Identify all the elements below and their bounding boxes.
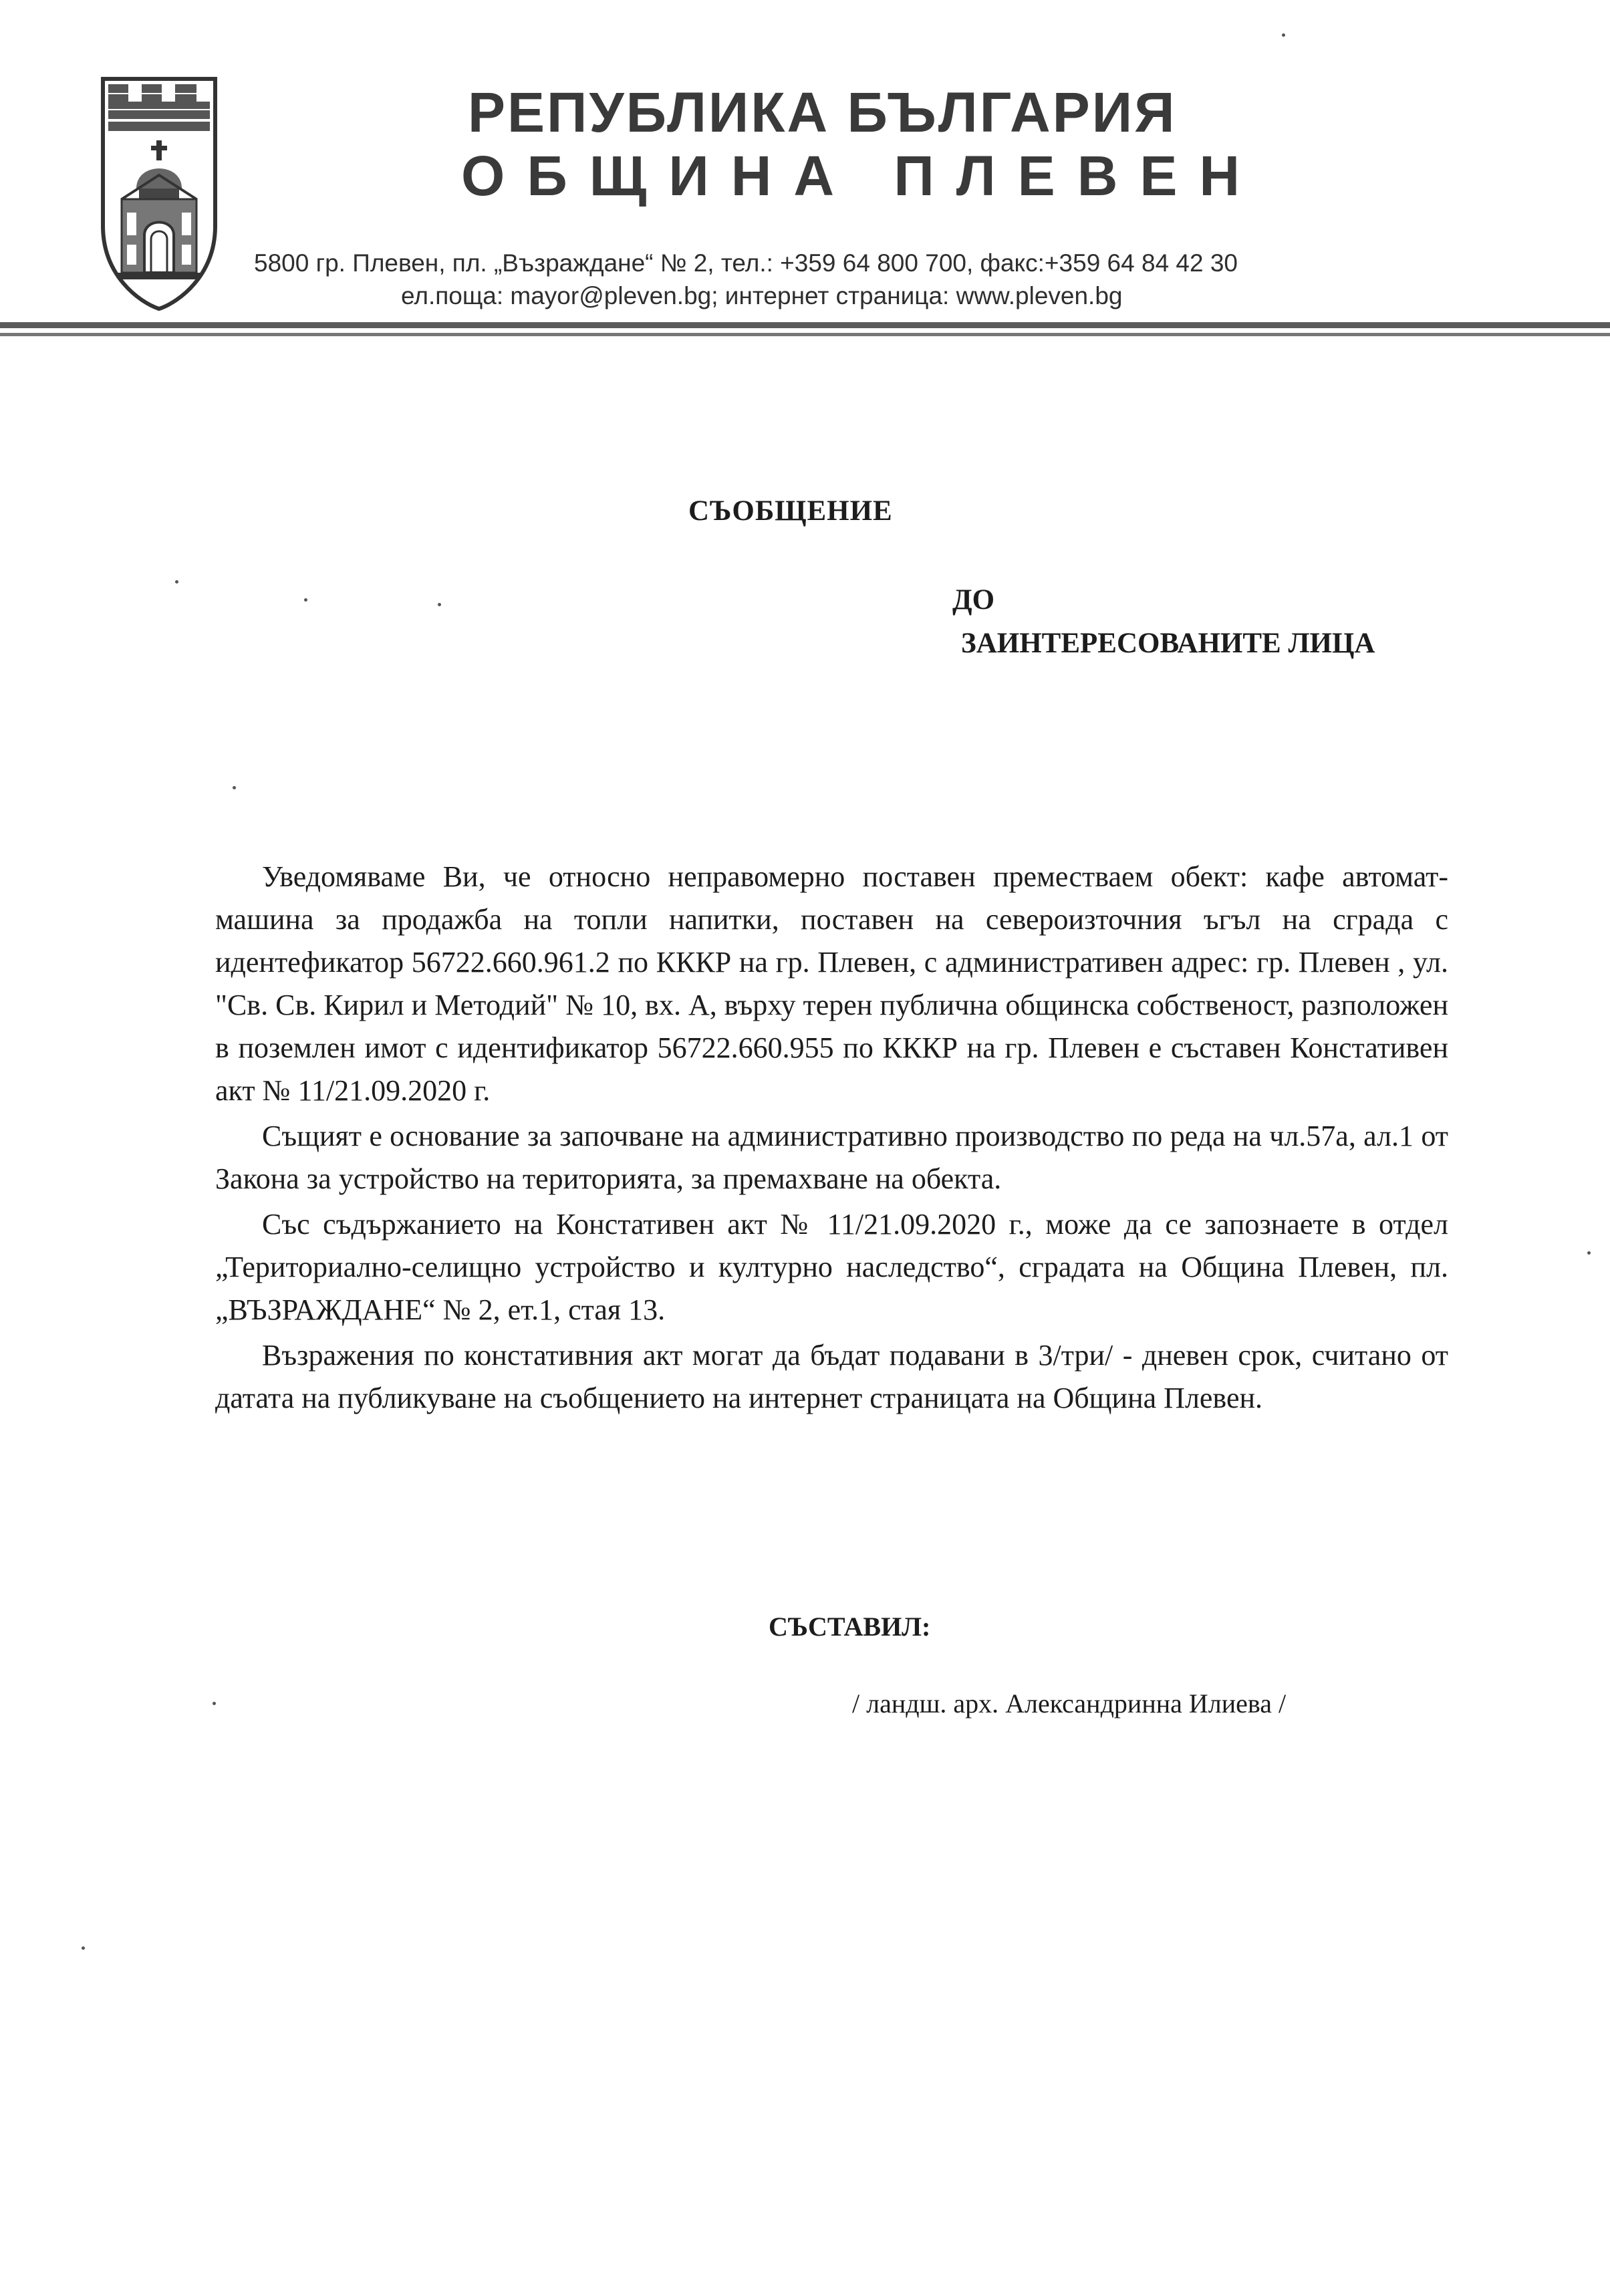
- body-paragraph: Същият е основание за започване на административно производство по реда на чл.57а, ал.1 от Закона за устройство на територията, за премахване на обекта.: [215, 1120, 1448, 1195]
- contact-web-line: ел.поща: mayor@pleven.bg; интернет страница: www.pleven.bg: [401, 282, 1123, 309]
- scan-speck: [1587, 1251, 1591, 1255]
- municipality-title: ОБЩИНА ПЛЕВЕН: [461, 144, 1262, 207]
- scan-speck: [213, 1702, 216, 1705]
- signer-label: СЪСТАВИЛ:: [769, 1612, 931, 1642]
- body-paragraph: Възражения по констативния акт могат да бъдат подавани в 3/три/ - дневен срок, считано от датата на публикуване на съобщението на интернет страницата на Община Плевен.: [215, 1339, 1448, 1414]
- body-paragraph: Уведомяваме Ви, че относно неправомерно поставен преместваем обект: кафе автомат-машина за продажба на топли напитки, поставен на североизточния ъгъл на сграда с идентефикатор 56722.660.961.2 по КККР на гр. Плевен, с административен адрес: гр. Плевен , ул. "Св. Св. Кирил и Методий" № 10, вх. А, върху терен публична общинска собственост, разположен в поземлен имот с идентификатор 56722.660.955 по КККР на гр. Плевен е съставен Констативен акт № 11/21.09.2020 г.: [215, 860, 1448, 1107]
- document-title: СЪОБЩЕНИЕ: [688, 495, 893, 527]
- scan-speck: [304, 598, 307, 602]
- scan-speck: [1282, 33, 1285, 37]
- addressee-to: ДО: [952, 584, 995, 616]
- country-title: РЕПУБЛИКА БЪЛГАРИЯ: [468, 81, 1177, 144]
- scan-speck: [438, 603, 441, 606]
- scan-speck: [82, 1946, 85, 1950]
- pleven-coat-of-arms-icon: [99, 75, 219, 313]
- signer-name: / ландш. арх. Александринна Илиева /: [852, 1688, 1287, 1718]
- header-divider-thin: [0, 333, 1610, 336]
- document-body: [215, 856, 1448, 1420]
- contact-address-line: 5800 гр. Плевен, пл. „Възраждане“ № 2, тел.: +359 64 800 700, факс:+359 64 84 42 30: [254, 249, 1238, 277]
- body-paragraph: Със съдържанието на Констативен акт № 11/21.09.2020 г., може да се запознаете в отдел „Териториално-селищно устройство и културно наследство“, сградата на Община Плевен, пл. „ВЪЗРАЖДАНЕ“ № 2, ет.1, стая 13.: [215, 1208, 1448, 1326]
- header-divider: [0, 322, 1610, 328]
- scan-speck: [175, 580, 178, 584]
- scan-speck: [233, 786, 236, 789]
- addressee-recipients: ЗАИНТЕРЕСОВАНИТЕ ЛИЦА: [961, 628, 1375, 659]
